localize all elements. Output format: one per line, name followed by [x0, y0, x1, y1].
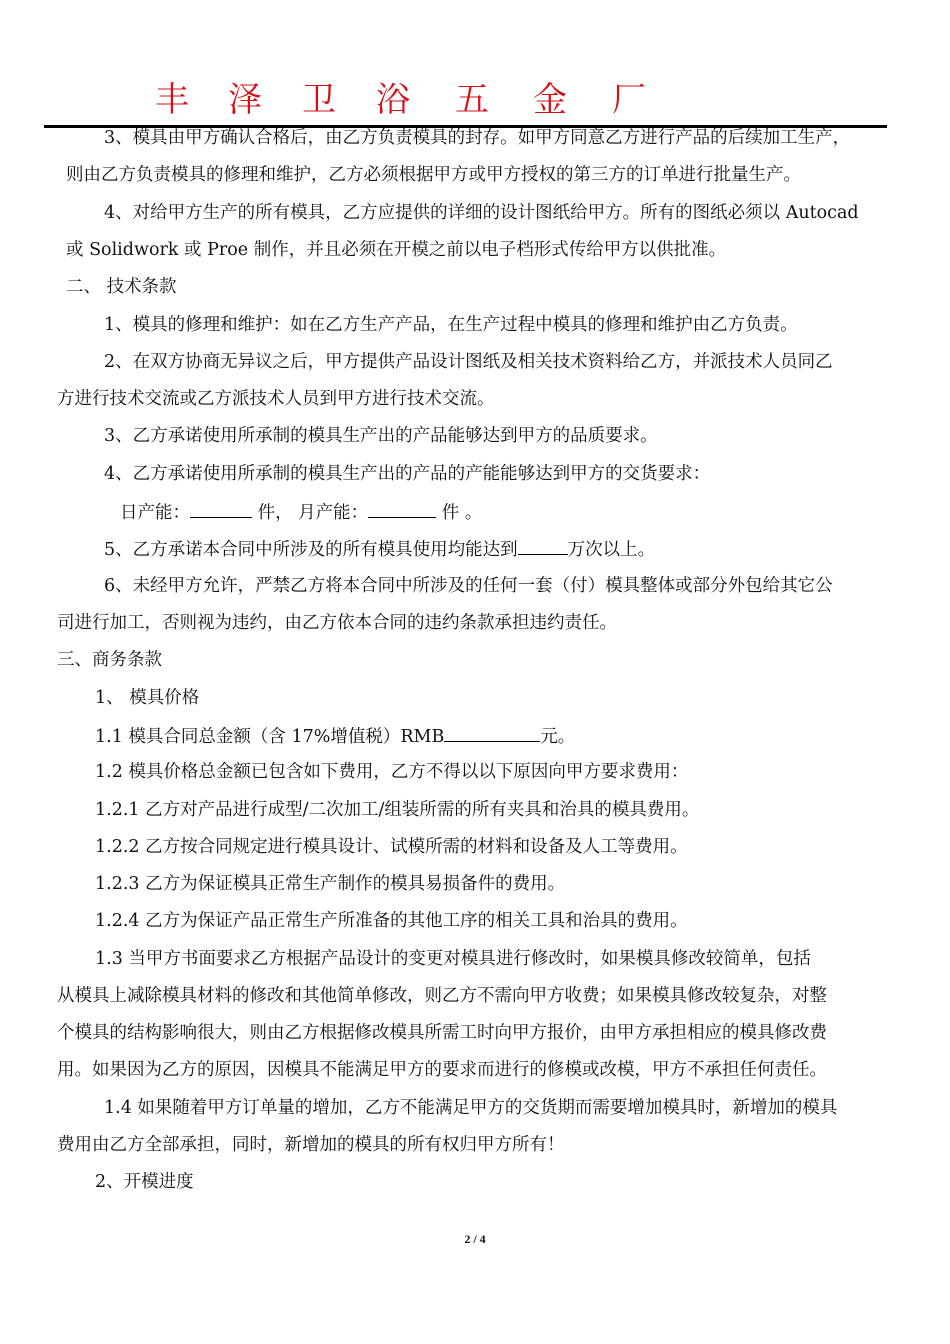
body-line: 则由乙方负责模具的修理和维护，乙方必须根据甲方或甲方授权的第三方的订单进行批量生产。: [66, 165, 801, 185]
company-name-char: 丰: [155, 80, 189, 120]
body-line: 4、对给甲方生产的所有模具，乙方应提供的详细的设计图纸给甲方。所有的图纸必须以 Autocad: [104, 203, 859, 223]
body-line: 1.2.2 乙方按合同规定进行模具设计、试模所需的材料和设备及人工等费用。: [95, 837, 688, 857]
body-line: 2、在双方协商无异议之后，甲方提供产品设计图纸及相关技术资料给乙方，并派技术人员同乙: [104, 352, 833, 372]
body-line: 1、模具的修理和维护：如在乙方生产产品，在生产过程中模具的修理和维护由乙方负责。: [104, 315, 798, 335]
total-amount-text: 1.1 模具合同总金额（含 17%增值税）RMB: [95, 727, 445, 747]
body-line: 1.2.3 乙方为保证模具正常生产制作的模具易损备件的费用。: [95, 874, 566, 894]
body-line: 1.3 当甲方书面要求乙方根据产品设计的变更对模具进行修改时，如果模具修改较简单，包括: [95, 949, 811, 969]
mold-life-blank: [518, 536, 568, 555]
company-name-char: 泽: [228, 80, 262, 120]
company-header: [155, 72, 775, 120]
company-name-char: 浴: [376, 80, 410, 120]
body-line: 1.2 模具价格总金额已包含如下费用，乙方不得以以下原因向甲方要求费用：: [95, 762, 689, 782]
body-line: 1.2.1 乙方对产品进行成型/二次加工/组装所需的所有夹具和治具的模具费用。: [95, 800, 700, 820]
capacity-line: [120, 499, 482, 525]
body-line: 从模具上减除模具材料的修改和其他简单修改，则乙方不需向甲方收费；如果模具修改较复杂，对整: [57, 986, 827, 1006]
body-line: 4、乙方承诺使用所承制的模具生产出的产品的产能能够达到甲方的交货要求：: [104, 464, 711, 484]
monthly-capacity-label: 件， 月产能：: [257, 503, 369, 523]
body-line: 费用由乙方全部承担，同时，新增加的模具的所有权归甲方所有！: [57, 1135, 565, 1155]
body-line: 方进行技术交流或乙方派技术人员到甲方进行技术交流。: [57, 389, 495, 409]
body-line: 3、模具由甲方确认合格后，由乙方负责模具的封存。如甲方同意乙方进行产品的后续加工生产，: [104, 128, 851, 148]
body-line: 1.2.4 乙方为保证产品正常生产所准备的其他工序的相关工具和治具的费用。: [95, 911, 688, 931]
daily-capacity-blank: [190, 499, 252, 518]
total-amount-blank: [444, 723, 540, 742]
mold-life-line: [104, 536, 655, 562]
daily-capacity-label: 日产能：: [120, 503, 190, 523]
mold-life-text: 5、乙方承诺本合同中所涉及的所有模具使用均能达到: [104, 540, 518, 560]
section-heading: 二、 技术条款: [66, 277, 177, 297]
body-line: 3、乙方承诺使用所承制的模具生产出的产品能够达到甲方的品质要求。: [104, 426, 658, 446]
total-amount-unit: 元。: [540, 727, 576, 747]
subsection-heading: 1、 模具价格: [95, 688, 200, 708]
body-line: 个模具的结构影响很大，则由乙方根据修改模具所需工时向甲方报价，由甲方承担相应的模具修改费: [57, 1023, 827, 1043]
company-name-char: 金: [533, 80, 567, 120]
company-name-char: 五: [455, 80, 489, 120]
company-name-char: 厂: [612, 80, 646, 120]
mold-life-unit: 万次以上。: [567, 540, 656, 560]
body-line: 6、未经甲方允许，严禁乙方将本合同中所涉及的任何一套（付）模具整体或部分外包给其它公: [104, 576, 833, 596]
page-number: 2 / 4: [464, 1232, 486, 1246]
capacity-unit: 件 。: [441, 503, 483, 523]
body-line: 1.4 如果随着甲方订单量的增加，乙方不能满足甲方的交货期而需要增加模具时，新增加的模具: [104, 1098, 838, 1118]
body-line: 司进行加工，否则视为违约，由乙方依本合同的违约条款承担违约责任。: [57, 613, 617, 633]
total-amount-line: [95, 723, 575, 749]
subsection-heading: 2、开模进度: [95, 1172, 194, 1192]
company-name-char: 卫: [302, 80, 336, 120]
body-line: 或 Solidwork 或 Proe 制作，并且必须在开模之前以电子档形式传给甲方以供批准。: [66, 240, 727, 260]
body-line: 用。如果因为乙方的原因，因模具不能满足甲方的要求而进行的修模或改模，甲方不承担任何责任。: [57, 1060, 827, 1080]
monthly-capacity-blank: [368, 499, 436, 518]
section-heading: 三、商务条款: [57, 650, 162, 670]
